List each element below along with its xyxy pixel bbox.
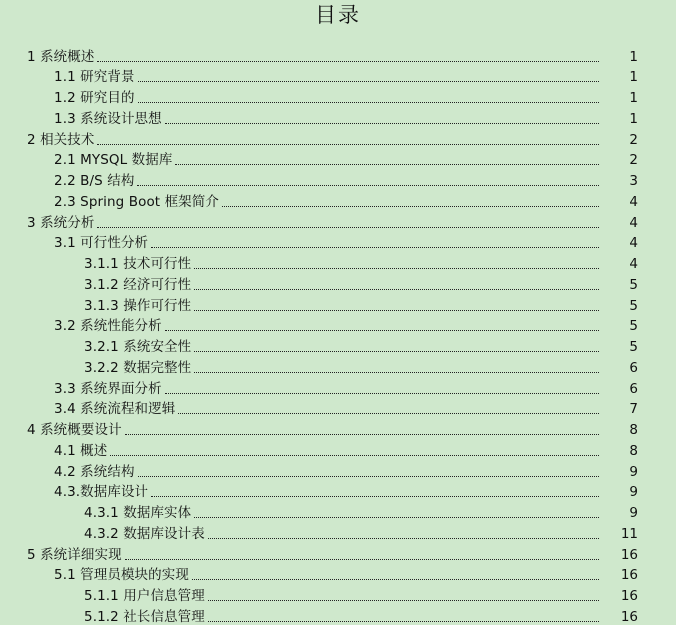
toc-entry-page: 16 xyxy=(620,588,638,605)
toc-entry[interactable] xyxy=(0,293,676,314)
toc-dot-leader xyxy=(165,393,599,394)
toc-entry-label: 3.1.3 操作可行性 xyxy=(84,297,192,314)
toc-entry[interactable] xyxy=(0,418,676,439)
toc-entry[interactable] xyxy=(0,542,676,563)
toc-entry-page: 4 xyxy=(629,235,638,252)
toc-entry-label: 4.3.2 数据库设计表 xyxy=(84,525,205,542)
toc-entry-label: 4 系统概要设计 xyxy=(27,422,122,439)
toc-entry-label: 1.1 研究背景 xyxy=(54,69,135,86)
toc-dot-leader xyxy=(151,247,599,248)
toc-entry[interactable] xyxy=(0,127,676,148)
toc-entry-page: 8 xyxy=(629,442,638,459)
toc-dot-leader xyxy=(194,517,599,518)
toc-entry-page: 9 xyxy=(629,505,638,522)
toc-dot-leader xyxy=(97,61,599,62)
toc-entry-label: 2.2 B/S 结构 xyxy=(54,173,135,190)
toc-entry-label: 4.3.1 数据库实体 xyxy=(84,505,192,522)
toc-entry-label: 1.3 系统设计思想 xyxy=(54,110,162,127)
toc-entry[interactable] xyxy=(0,376,676,397)
toc-entry[interactable] xyxy=(0,521,676,542)
toc-entry-page: 8 xyxy=(629,422,638,439)
toc-entry-label: 1 系统概述 xyxy=(27,48,95,65)
toc-entry-page: 16 xyxy=(620,546,638,563)
toc-entry[interactable] xyxy=(0,480,676,501)
toc-entry-page: 3 xyxy=(629,173,638,190)
toc-dot-leader xyxy=(208,600,599,601)
toc-dot-leader xyxy=(97,144,599,145)
toc-entry-page: 16 xyxy=(620,567,638,584)
toc-dot-leader xyxy=(125,559,599,560)
toc-entry-label: 3.1.1 技术可行性 xyxy=(84,256,192,273)
toc-dot-leader xyxy=(175,164,599,165)
toc-entry[interactable] xyxy=(0,314,676,335)
toc-entry[interactable] xyxy=(0,272,676,293)
toc-dot-leader xyxy=(125,434,599,435)
toc-dot-leader xyxy=(138,476,599,477)
toc-entry[interactable] xyxy=(0,252,676,273)
toc-entry-label: 5 系统详细实现 xyxy=(27,546,122,563)
toc-entry-label: 4.2 系统结构 xyxy=(54,463,135,480)
toc-dot-leader xyxy=(194,268,599,269)
toc-entry[interactable] xyxy=(0,501,676,522)
toc-entry-label: 2.3 Spring Boot 框架简介 xyxy=(54,193,219,210)
toc-entry-page: 1 xyxy=(629,69,638,86)
toc-dot-leader xyxy=(97,227,599,228)
toc-entry-label: 3.1.2 经济可行性 xyxy=(84,276,192,293)
toc-entry-page: 7 xyxy=(629,401,638,418)
toc-dot-leader xyxy=(138,102,599,103)
toc-entry-page: 6 xyxy=(629,380,638,397)
toc-entry-page: 5 xyxy=(629,339,638,356)
toc-dot-leader xyxy=(110,455,599,456)
toc-entry-label: 3.4 系统流程和逻辑 xyxy=(54,401,176,418)
toc-entry-page: 5 xyxy=(629,297,638,314)
toc-entry[interactable] xyxy=(0,231,676,252)
toc-entry[interactable] xyxy=(0,584,676,605)
toc-entry-label: 5.1 管理员模块的实现 xyxy=(54,567,189,584)
toc-entry[interactable] xyxy=(0,210,676,231)
toc-entry-label: 3.3 系统界面分析 xyxy=(54,380,162,397)
toc-entry[interactable] xyxy=(0,355,676,376)
toc-entry[interactable] xyxy=(0,335,676,356)
toc-entry-page: 2 xyxy=(629,131,638,148)
toc-entry[interactable] xyxy=(0,189,676,210)
toc-dot-leader xyxy=(138,81,599,82)
toc-entry-label: 2 相关技术 xyxy=(27,131,95,148)
toc-dot-leader xyxy=(178,413,599,414)
toc-dot-leader xyxy=(208,621,599,622)
toc-entry[interactable] xyxy=(0,44,676,65)
toc-entry-page: 4 xyxy=(629,256,638,273)
toc-entry-label: 5.1.1 用户信息管理 xyxy=(84,588,205,605)
toc-title: 目录 xyxy=(315,3,361,27)
toc-entry-label: 3.2.1 系统安全性 xyxy=(84,339,192,356)
toc-dot-leader xyxy=(151,496,599,497)
toc-entry-page: 11 xyxy=(620,525,638,542)
toc-dot-leader xyxy=(194,372,599,373)
toc-entry-label: 1.2 研究目的 xyxy=(54,90,135,107)
toc-dot-leader xyxy=(194,310,599,311)
toc-entry[interactable] xyxy=(0,604,676,625)
toc-dot-leader xyxy=(165,330,599,331)
toc-entry-page: 1 xyxy=(629,90,638,107)
toc-entry[interactable] xyxy=(0,169,676,190)
toc-entry[interactable] xyxy=(0,397,676,418)
toc-entry-page: 9 xyxy=(629,463,638,480)
toc-entry-page: 4 xyxy=(629,214,638,231)
toc-dot-leader xyxy=(137,185,599,186)
toc-entry-label: 3.2.2 数据完整性 xyxy=(84,359,192,376)
toc-entry[interactable] xyxy=(0,65,676,86)
toc-entry[interactable] xyxy=(0,563,676,584)
toc-entry[interactable] xyxy=(0,86,676,107)
toc-dot-leader xyxy=(194,351,599,352)
toc-entry-label: 3 系统分析 xyxy=(27,214,95,231)
toc-entry-label: 5.1.2 社长信息管理 xyxy=(84,608,205,625)
toc-entry-label: 4.3.数据库设计 xyxy=(54,484,149,501)
toc-entry-page: 5 xyxy=(629,276,638,293)
toc-entry-page: 1 xyxy=(629,110,638,127)
toc-entry-label: 4.1 概述 xyxy=(54,442,108,459)
toc-entry-page: 1 xyxy=(629,48,638,65)
toc-dot-leader xyxy=(165,123,599,124)
toc-entry-page: 9 xyxy=(629,484,638,501)
toc-entry-label: 3.1 可行性分析 xyxy=(54,235,149,252)
toc-entry-label: 3.2 系统性能分析 xyxy=(54,318,162,335)
toc-dot-leader xyxy=(194,289,599,290)
toc-entry-page: 2 xyxy=(629,152,638,169)
toc-entry[interactable] xyxy=(0,148,676,169)
toc-entry-page: 4 xyxy=(629,193,638,210)
toc-dot-leader xyxy=(222,206,599,207)
toc-entry[interactable] xyxy=(0,106,676,127)
toc-entry-label: 2.1 MYSQL 数据库 xyxy=(54,152,173,169)
toc-entry-page: 16 xyxy=(620,608,638,625)
toc-dot-leader xyxy=(208,538,599,539)
toc-entry[interactable] xyxy=(0,438,676,459)
toc-entry-page: 6 xyxy=(629,359,638,376)
toc-entry[interactable] xyxy=(0,459,676,480)
toc-dot-leader xyxy=(192,579,599,580)
toc-entry-page: 5 xyxy=(629,318,638,335)
